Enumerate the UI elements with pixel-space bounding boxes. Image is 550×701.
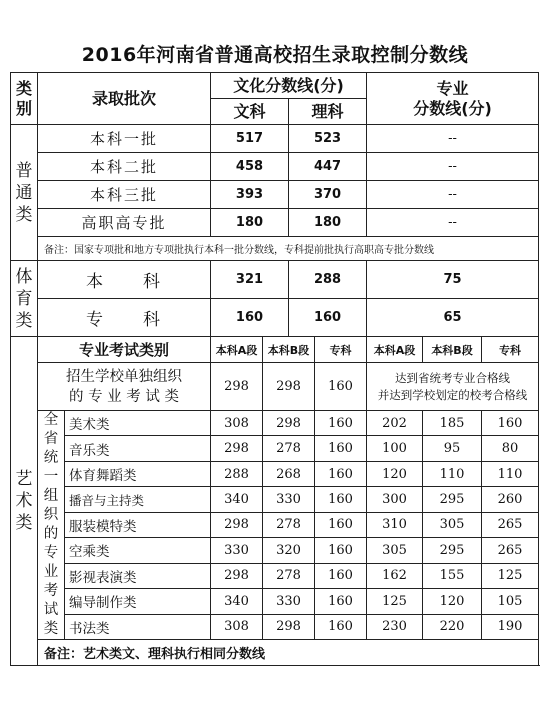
score-cell: 230 <box>367 614 423 640</box>
score-cell: 265 <box>482 538 539 563</box>
major-score: -- <box>367 125 539 153</box>
major-score: 65 <box>367 299 539 337</box>
table-row <box>11 299 539 337</box>
general-note-row <box>11 237 539 261</box>
independent-label: 招生学校单独组织 的 专 业 考 试 类 <box>38 363 211 411</box>
score-cell: 160 <box>482 411 539 436</box>
score-cell: 110 <box>482 461 539 486</box>
final-note-row <box>11 640 539 666</box>
score-cell: 160 <box>315 589 367 614</box>
score-cell: 298 <box>263 363 315 411</box>
score-cell: 310 <box>367 512 423 537</box>
table-row <box>11 614 539 640</box>
table-row <box>11 125 539 153</box>
score-cell: 202 <box>367 411 423 436</box>
table-row <box>11 538 539 563</box>
col-header: 本科B段 <box>423 337 482 363</box>
score-cell: 160 <box>315 512 367 537</box>
unified-label: 全省 统一 组织 的专 业考 试类 <box>38 411 65 640</box>
score-cell: 278 <box>263 436 315 461</box>
score-cell: 278 <box>263 563 315 588</box>
score-cell: 260 <box>482 487 539 512</box>
batch-name: 本科二批 <box>38 153 211 181</box>
score-cell: 265 <box>482 512 539 537</box>
score-cell: 298 <box>263 614 315 640</box>
li-score: 160 <box>289 299 367 337</box>
score-cell: 125 <box>482 563 539 588</box>
wen-header: 文科 <box>211 99 289 125</box>
table-row <box>11 153 539 181</box>
art-category-name: 服装模特类 <box>65 512 211 537</box>
score-cell: 308 <box>211 411 263 436</box>
score-cell: 185 <box>423 411 482 436</box>
general-note: 备注：国家专项批和地方专项批执行本科一批分数线，专科提前批执行高职高专批分数线 <box>38 237 539 261</box>
batch-name: 本科三批 <box>38 181 211 209</box>
wen-score: 517 <box>211 125 289 153</box>
table-row <box>11 181 539 209</box>
wen-score: 458 <box>211 153 289 181</box>
score-cell: 305 <box>367 538 423 563</box>
table-row <box>11 563 539 588</box>
score-cell: 268 <box>263 461 315 486</box>
major-score: -- <box>367 153 539 181</box>
score-cell: 160 <box>315 563 367 588</box>
score-cell: 110 <box>423 461 482 486</box>
art-category-name: 播音与主持类 <box>65 487 211 512</box>
score-cell: 162 <box>367 563 423 588</box>
art-category-name: 空乘类 <box>65 538 211 563</box>
table-row <box>11 209 539 237</box>
major-header: 专业 分数线(分) <box>367 73 539 125</box>
score-cell: 105 <box>482 589 539 614</box>
score-cell: 160 <box>315 461 367 486</box>
score-cell: 155 <box>423 563 482 588</box>
page-title: 2016年河南省普通高校招生录取控制分数线 <box>81 44 469 66</box>
table-row <box>11 411 539 436</box>
header-row <box>11 73 539 99</box>
batch-name: 高职高专批 <box>38 209 211 237</box>
score-cell: 160 <box>315 614 367 640</box>
score-cell: 95 <box>423 436 482 461</box>
table-row <box>11 363 539 411</box>
wen-score: 180 <box>211 209 289 237</box>
art-category-name: 美术类 <box>65 411 211 436</box>
score-cell: 298 <box>211 512 263 537</box>
major-score: -- <box>367 209 539 237</box>
art-category-name: 编导制作类 <box>65 589 211 614</box>
arts-category-label: 艺 术 类 <box>11 337 38 666</box>
li-score: 447 <box>289 153 367 181</box>
score-cell: 160 <box>315 436 367 461</box>
score-cell: 125 <box>367 589 423 614</box>
arts-subheader-row <box>11 337 539 363</box>
score-cell: 160 <box>315 538 367 563</box>
batch-name: 本科一批 <box>38 125 211 153</box>
final-note: 备注：艺术类文、理科执行相同分数线 <box>38 640 539 666</box>
table-row <box>11 261 539 299</box>
score-table <box>10 72 539 666</box>
score-cell: 298 <box>211 563 263 588</box>
score-cell: 190 <box>482 614 539 640</box>
score-cell: 120 <box>367 461 423 486</box>
table-row <box>11 461 539 486</box>
score-cell: 120 <box>423 589 482 614</box>
art-category-name: 书法类 <box>65 614 211 640</box>
score-cell: 278 <box>263 512 315 537</box>
li-score: 180 <box>289 209 367 237</box>
score-cell: 298 <box>211 436 263 461</box>
batch-header: 录取批次 <box>38 73 211 125</box>
art-category-name: 体育舞蹈类 <box>65 461 211 486</box>
li-score: 523 <box>289 125 367 153</box>
score-cell: 300 <box>367 487 423 512</box>
col-header: 本科A段 <box>211 337 263 363</box>
score-cell: 160 <box>315 487 367 512</box>
wen-score: 160 <box>211 299 289 337</box>
exam-type-header: 专业考试类别 <box>38 337 211 363</box>
major-score: 75 <box>367 261 539 299</box>
col-header: 专科 <box>482 337 539 363</box>
general-category-label: 普 通 类 <box>11 125 38 261</box>
score-cell: 340 <box>211 487 263 512</box>
major-score: -- <box>367 181 539 209</box>
wen-score: 393 <box>211 181 289 209</box>
score-cell: 100 <box>367 436 423 461</box>
table-row <box>11 436 539 461</box>
art-category-name: 音乐类 <box>65 436 211 461</box>
independent-major-note: 达到省统考专业合格线 并达到学校划定的校考合格线 <box>367 363 539 411</box>
score-cell: 320 <box>263 538 315 563</box>
score-cell: 308 <box>211 614 263 640</box>
li-score: 370 <box>289 181 367 209</box>
score-cell: 220 <box>423 614 482 640</box>
table-row <box>11 512 539 537</box>
score-cell: 330 <box>263 589 315 614</box>
wen-score: 321 <box>211 261 289 299</box>
score-cell: 80 <box>482 436 539 461</box>
col-header: 本科B段 <box>263 337 315 363</box>
score-cell: 298 <box>263 411 315 436</box>
li-score: 288 <box>289 261 367 299</box>
art-category-name: 影视表演类 <box>65 563 211 588</box>
li-header: 理科 <box>289 99 367 125</box>
score-cell: 305 <box>423 512 482 537</box>
score-cell: 160 <box>315 411 367 436</box>
category-header: 类 别 <box>11 73 38 125</box>
table-row <box>11 487 539 512</box>
score-cell: 295 <box>423 487 482 512</box>
sports-category-label: 体 育 类 <box>11 261 38 337</box>
score-cell: 298 <box>211 363 263 411</box>
score-cell: 340 <box>211 589 263 614</box>
score-cell: 160 <box>315 363 367 411</box>
score-cell: 295 <box>423 538 482 563</box>
batch-name: 专 科 <box>38 299 211 337</box>
batch-name: 本 科 <box>38 261 211 299</box>
score-cell: 288 <box>211 461 263 486</box>
cultural-header: 文化分数线(分) <box>211 73 367 99</box>
col-header: 本科A段 <box>367 337 423 363</box>
table-row <box>11 589 539 614</box>
score-cell: 330 <box>211 538 263 563</box>
score-cell: 330 <box>263 487 315 512</box>
col-header: 专科 <box>315 337 367 363</box>
